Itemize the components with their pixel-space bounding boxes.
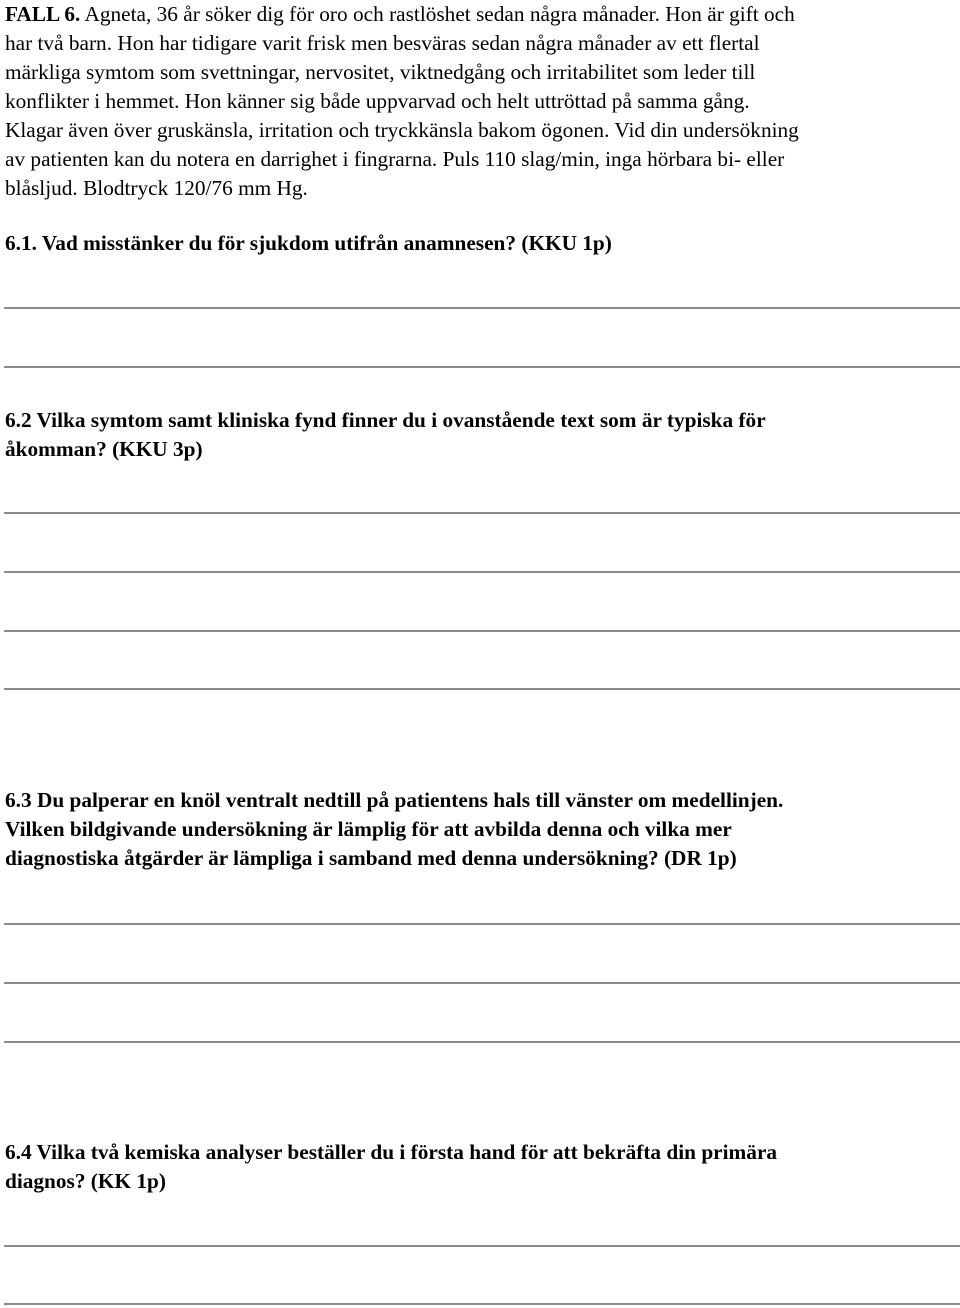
answer-line[interactable] xyxy=(4,982,960,984)
answer-line[interactable] xyxy=(4,366,960,368)
question-text: 6.4 Vilka två kemiska analyser beställer du i första hand för att bekräfta din primära xyxy=(5,1140,778,1164)
answer-line[interactable] xyxy=(4,1303,960,1305)
question-text: 6.2 Vilka symtom samt kliniska fynd finner du i ovanstående text som är typiska för xyxy=(5,408,766,432)
case-intro-line xyxy=(5,0,955,29)
answer-line[interactable] xyxy=(4,688,960,690)
answer-line[interactable] xyxy=(4,1041,960,1043)
answer-line[interactable] xyxy=(4,307,960,309)
case-line: Klagar även över gruskänsla, irritation och tryckkänsla bakom ögonen. Vid din undersökning xyxy=(5,118,799,142)
question-text: Vilken bildgivande undersökning är lämplig för att avbilda denna och vilka mer xyxy=(5,817,732,841)
question-text: 6.3 Du palperar en knöl ventralt nedtill på patientens hals till vänster om medellinjen. xyxy=(5,788,784,812)
case-line: har två barn. Hon har tidigare varit frisk men besväras sedan några månader av ett flertal xyxy=(5,31,760,55)
answer-line[interactable] xyxy=(4,1245,960,1247)
case-intro-text: Agneta, 36 år söker dig för oro och rastlöshet sedan några månader. Hon är gift och xyxy=(84,2,795,26)
answer-line[interactable] xyxy=(4,630,960,632)
answer-line[interactable] xyxy=(4,512,960,514)
case-line: blåsljud. Blodtryck 120/76 mm Hg. xyxy=(5,176,308,200)
case-line: konflikter i hemmet. Hon känner sig både uppvarvad och helt uttröttad på samma gång. xyxy=(5,89,750,113)
case-line: av patienten kan du notera en darrighet i fingrarna. Puls 110 slag/min, inga hörbara bi- eller xyxy=(5,147,785,171)
question-text: diagnostiska åtgärder är lämpliga i samband med denna undersökning? (DR 1p) xyxy=(5,846,737,870)
answer-line[interactable] xyxy=(4,571,960,573)
answer-line[interactable] xyxy=(4,923,960,925)
question-text: åkomman? (KKU 3p) xyxy=(5,437,203,461)
question-text: 6.1. Vad misstänker du för sjukdom utifrån anamnesen? (KKU 1p) xyxy=(5,231,612,255)
question-text: diagnos? (KK 1p) xyxy=(5,1169,166,1193)
case-label: FALL 6. xyxy=(5,2,81,26)
case-line: märkliga symtom som svettningar, nervositet, viktnedgång och irritabilitet som leder till xyxy=(5,60,756,84)
